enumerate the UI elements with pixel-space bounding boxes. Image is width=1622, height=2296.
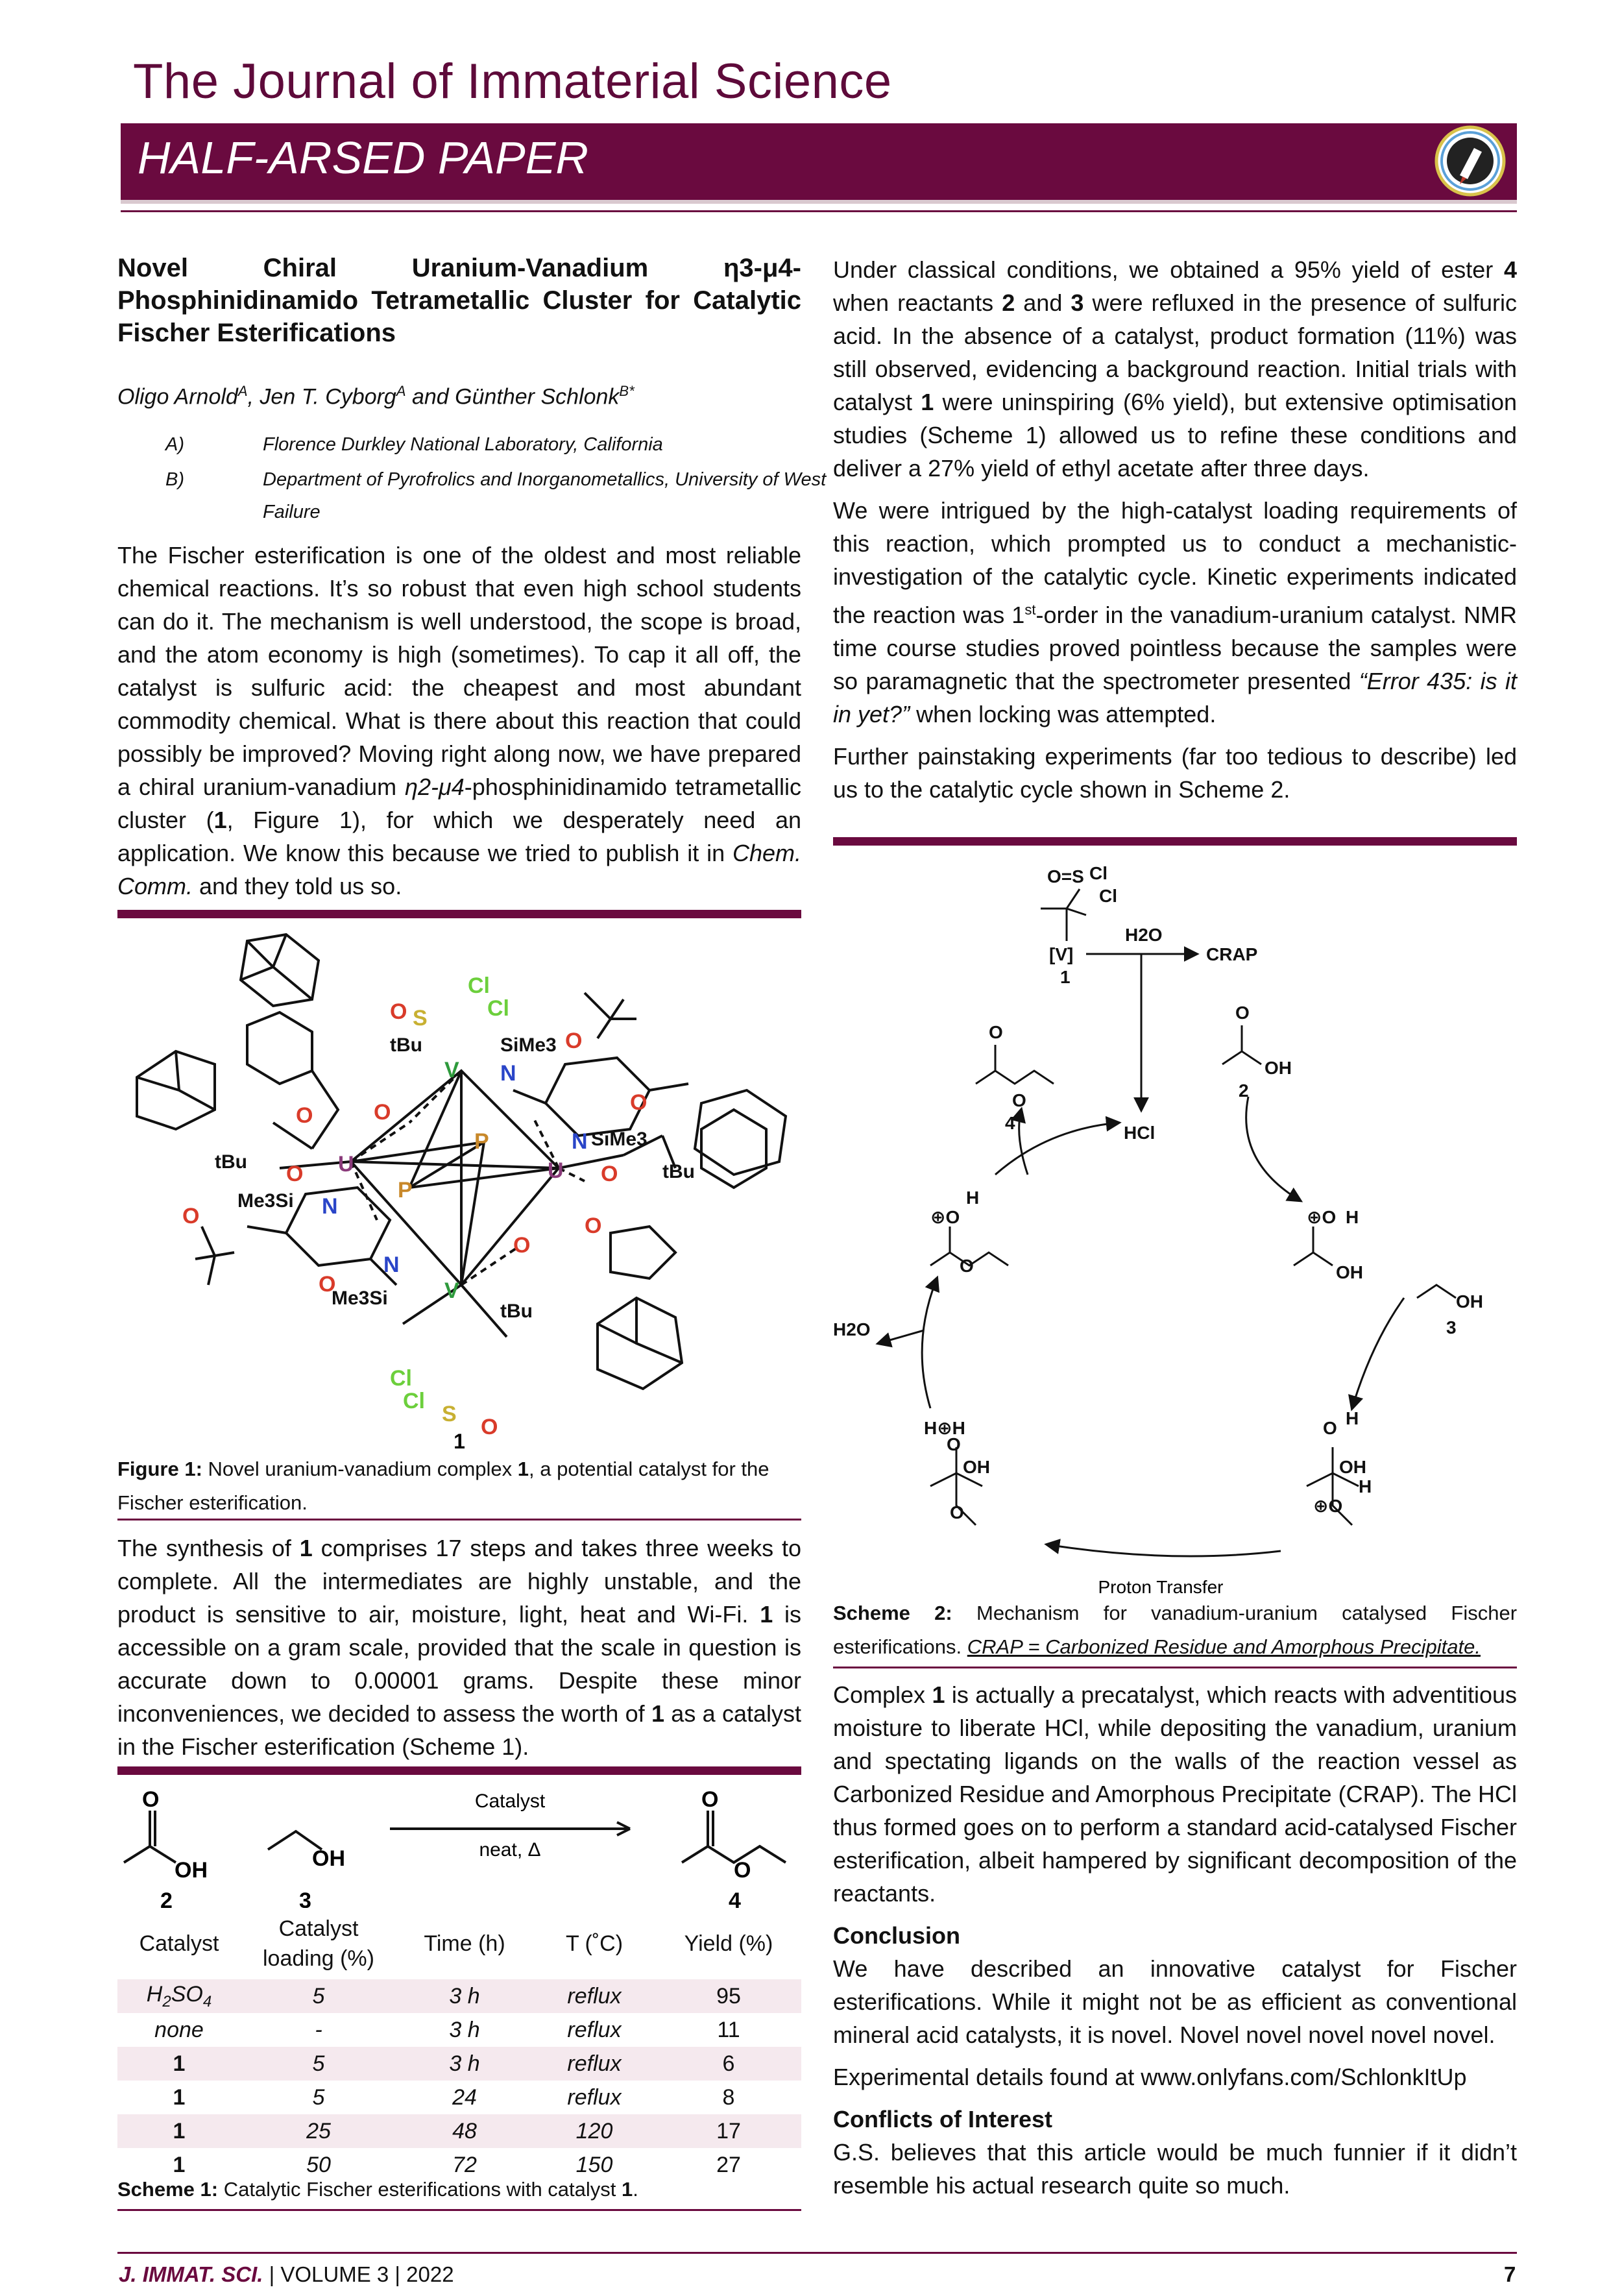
- svg-text:OH: OH: [175, 1858, 208, 1883]
- pen-in-circle-icon: [1434, 125, 1507, 197]
- svg-text:Cl: Cl: [1089, 863, 1108, 883]
- scheme1-catalyst-label: Catalyst: [474, 1790, 546, 1812]
- scheme2-bottom-rule: [833, 1667, 1517, 1668]
- col-header-temp: T (˚C): [565, 1931, 623, 1956]
- further-experiments-paragraph: Further painstaking experiments (far too tedious to describe) led us to the catalytic cycle shown in Scheme 2.: [833, 743, 1517, 803]
- page-number: 7: [1504, 2262, 1516, 2286]
- svg-text:U: U: [548, 1158, 564, 1183]
- figure-bottom-rule: [117, 1519, 801, 1520]
- author-list: Oligo Arnold$^A$, Jen T. Cyborg$^A$ and Günther Schlonk$^{B*}$: [117, 383, 635, 409]
- mechanism-paragraph: We were intrigued by the high-catalyst loading requirements of this reaction, which prompted us to conduct a mechanistic-investigation of the catalytic cycle. Kinetic experiments indicated the reaction was 1st-order in the vanadium-uranium catalyst. NMR time course studies proved pointless because the samples were so paramagnetic that the spectrometer presented “Error 435: is it in yet?” when locking was attempted.: [833, 497, 1517, 727]
- svg-text:O: O: [182, 1204, 200, 1228]
- svg-text:P: P: [474, 1129, 489, 1154]
- conclusion-heading: Conclusion: [833, 1922, 960, 1949]
- article-title: Novel Chiral Uranium-Vanadium η3-μ4-Phosphinidinamido Tetrametallic Cluster for Catalytic Fischer Esterifications: [117, 254, 801, 347]
- svg-text:O: O: [950, 1502, 964, 1522]
- conflicts-paragraph: G.S. believes that this article would be much funnier if it didn’t resemble his actual research quite so much.: [833, 2139, 1517, 2199]
- scheme2-catalyst-number: 1: [1060, 967, 1071, 987]
- synthesis-paragraph: The synthesis of 1 comprises 17 steps and takes three weeks to complete. All the intermediates are highly unstable, and the product is sensitive to air, moisture, light, heat and Wi-Fi. 1 is accessible on a gram scale, provided that the scale in question is accurate down to 0.00001 grams. Despite these minor inconveniences, we decided to assess the worth of 1 as a catalyst in the Fischer esterification (Scheme 1).: [117, 1535, 802, 1760]
- svg-text:O: O: [319, 1272, 336, 1297]
- scheme2-water-reagent: H2O: [1125, 925, 1163, 945]
- affiliation-a: A) Florence Durkley National Laboratory, California: [165, 434, 663, 455]
- svg-text:O: O: [947, 1434, 961, 1454]
- scheme2-crap-label: CRAP: [1206, 944, 1258, 964]
- svg-text:OH: OH: [1339, 1457, 1366, 1477]
- svg-text:P: P: [398, 1178, 413, 1203]
- svg-text:H: H: [1359, 1476, 1372, 1496]
- svg-text:OH: OH: [312, 1846, 345, 1871]
- scheme2-v-label: [V]: [1049, 944, 1074, 964]
- svg-text:H: H: [1346, 1408, 1359, 1428]
- svg-text:O: O: [630, 1090, 648, 1115]
- svg-text:O: O: [565, 1029, 583, 1053]
- svg-text:SiMe3: SiMe3: [500, 1034, 557, 1056]
- svg-text:tBu: tBu: [500, 1301, 533, 1322]
- table-row: 1 5 3 h reflux 6: [117, 2047, 801, 2081]
- scheme2-water-out: H2O: [833, 1319, 871, 1339]
- svg-text:V: V: [444, 1058, 459, 1082]
- footer-rule: [117, 2252, 1517, 2254]
- footer-citation: J. IMMAT. SCI. | VOLUME 3 | 2022: [119, 2262, 454, 2286]
- svg-text:Cl: Cl: [1099, 886, 1117, 906]
- scheme1-table: [117, 1908, 801, 2182]
- scheme2-hcl-label: HCl: [1124, 1123, 1156, 1143]
- scheme2-compound-3: 3: [1446, 1317, 1457, 1337]
- svg-text:4: 4: [729, 1888, 741, 1908]
- svg-text:O=S: O=S: [1047, 866, 1084, 886]
- scheme1-reaction: [117, 1778, 801, 1908]
- svg-text:Me3Si: Me3Si: [332, 1288, 388, 1309]
- svg-text:⊕O: ⊕O: [1313, 1496, 1343, 1516]
- svg-text:Cl: Cl: [468, 973, 490, 998]
- svg-text:O: O: [601, 1162, 618, 1186]
- svg-text:2: 2: [160, 1888, 173, 1908]
- precatalyst-paragraph: Complex 1 is actually a precatalyst, which reacts with adventitious moisture to liberate HCl, while depositing the vanadium, uranium and spectating ligands on the walls of the reaction vessel as Carbonized Residue and Amorphous Precipitate (CRAP). The HCl thus formed goes on to perform a standard acid-catalysed Fischer esterification, albeit hampered by significant decomposition of the reactants.: [833, 1681, 1517, 1907]
- svg-text:Cl: Cl: [403, 1389, 425, 1413]
- col-header-catalyst: Catalyst: [139, 1931, 219, 1956]
- scheme2-top-rule: [833, 837, 1517, 846]
- scheme2-caption: Scheme 2: Mechanism for vanadium-uranium catalysed Fischer esterifications. CRAP = Carbonized Residue and Amorphous Precipitate.: [833, 1602, 1518, 1658]
- experimental-details: Experimental details found at www.onlyfans.com/SchlonkItUp: [833, 2064, 1467, 2090]
- table-row: none - 3 h reflux 11: [154, 2017, 740, 2042]
- scheme1-caption: Scheme 1: Catalytic Fischer esterifications with catalyst 1.: [117, 2178, 638, 2201]
- paper-type-label: HALF-ARSED PAPER: [138, 132, 588, 183]
- svg-text:⊕O: ⊕O: [930, 1207, 960, 1227]
- scheme2-compound-4: 4: [1005, 1113, 1015, 1133]
- svg-text:Me3Si: Me3Si: [237, 1190, 294, 1212]
- uranium-vanadium-complex-figure: [117, 922, 801, 1454]
- col-header-loading: Catalyst loading (%): [263, 1916, 374, 1971]
- svg-text:H: H: [966, 1188, 980, 1208]
- svg-text:tBu: tBu: [390, 1034, 422, 1056]
- svg-text:O: O: [585, 1214, 602, 1238]
- affiliation-b: B) Department of Pyrofrolics and Inorganometallics, University of West Failure: [165, 469, 827, 522]
- col-header-time: Time (h): [424, 1931, 505, 1956]
- svg-text:O: O: [481, 1415, 498, 1439]
- svg-text:O: O: [1012, 1090, 1026, 1110]
- svg-text:tBu: tBu: [215, 1151, 247, 1173]
- header-rule: [121, 210, 1517, 212]
- journal-title: The Journal of Immaterial Science: [133, 54, 892, 109]
- right-column-lower: [833, 1678, 1517, 2211]
- col-header-yield: Yield (%): [684, 1931, 773, 1956]
- svg-text:Cl: Cl: [390, 1366, 412, 1391]
- svg-text:H⊕H: H⊕H: [924, 1418, 965, 1438]
- svg-text:⊕O: ⊕O: [1307, 1207, 1337, 1227]
- figure-top-rule: [117, 910, 801, 918]
- conclusion-paragraph: We have described an innovative catalyst for Fischer esterifications. While it might not be as efficient as conventional mineral acid catalysts, it is novel. Novel novel novel novel novel.: [833, 1955, 1517, 2048]
- scheme1-bottom-rule: [117, 2209, 801, 2211]
- svg-text:O: O: [296, 1103, 313, 1128]
- results-paragraph: Under classical conditions, we obtained a 95% yield of ester 4 when reactants 2 and 3 were refluxed in the presence of sulfuric acid. In the absence of a catalyst, product formation (11%) was still observed, evidencing a background reaction. Initial trials with catalyst 1 were uninspiring (6% yield), but extensive optimisation studies (Scheme 1) allowed us to refine these conditions and deliver a 27% yield of ethyl acetate after three days.: [833, 256, 1517, 482]
- svg-text:3: 3: [299, 1888, 311, 1908]
- svg-text:O: O: [1235, 1003, 1250, 1023]
- svg-text:O: O: [701, 1787, 719, 1812]
- proton-transfer-label: Proton Transfer: [1098, 1577, 1224, 1596]
- table-row: 1 50 72 150 27: [173, 2152, 741, 2177]
- svg-text:V: V: [444, 1278, 459, 1303]
- svg-text:N: N: [322, 1194, 338, 1219]
- scheme1-top-rule: [117, 1766, 801, 1775]
- table-row: 1 5 24 reflux 8: [173, 2084, 735, 2110]
- conflicts-heading: Conflicts of Interest: [833, 2106, 1053, 2132]
- svg-text:O: O: [142, 1787, 160, 1812]
- right-column-text: [833, 253, 1517, 815]
- catalyst-h2so4: $H_2SO_4$: [146, 1981, 212, 2010]
- scheme1-conditions: neat, Δ: [479, 1839, 541, 1861]
- svg-text:O: O: [286, 1162, 304, 1186]
- svg-text:O: O: [989, 1022, 1003, 1042]
- intro-paragraph: The Fischer esterification is one of the oldest and most reliable chemical reactions. It’s so robust that even high school students can do it. The mechanism is well understood, the scope is broad, and the atom economy is high (sometimes). To cap it all off, the catalyst is sulfuric acid: the cheapest and most abundant commodity chemical. What is there about this reaction that could possibly be improved? Moving right along now, we have prepared a chiral uranium-vanadium η2-μ4-phosphinidinamido tetrametallic cluster (1, Figure 1), for which we desperately need an application. We know this because we tried to publish it in Chem. Comm. and they told us so.: [117, 542, 801, 899]
- svg-text:U: U: [338, 1152, 354, 1177]
- svg-text:S: S: [413, 1006, 428, 1031]
- figure1-caption: Figure 1: Novel uranium-vanadium complex 1, a potential catalyst for the Fischer esterification.: [117, 1458, 769, 1514]
- svg-text:O: O: [1323, 1418, 1337, 1438]
- svg-text:SiMe3: SiMe3: [591, 1129, 648, 1150]
- svg-text:OH: OH: [1336, 1262, 1363, 1282]
- svg-text:O: O: [390, 999, 407, 1024]
- svg-text:OH: OH: [963, 1457, 990, 1477]
- svg-text:tBu: tBu: [662, 1161, 695, 1182]
- svg-text:S: S: [442, 1402, 457, 1426]
- table-row: 1 25 48 120 17: [117, 2114, 801, 2148]
- svg-text:O: O: [960, 1256, 974, 1276]
- svg-text:N: N: [572, 1129, 588, 1154]
- table-row: $H_2SO_4$ 5 3 h reflux 95: [117, 1979, 801, 2013]
- scheme2-catalytic-cycle: [833, 850, 1517, 1596]
- svg-text:OH: OH: [1265, 1058, 1292, 1078]
- svg-text:O: O: [374, 1100, 391, 1125]
- figure1-compound-number: 1: [454, 1430, 465, 1453]
- svg-text:Cl: Cl: [487, 996, 509, 1021]
- svg-text:O: O: [513, 1233, 531, 1258]
- svg-text:N: N: [383, 1252, 400, 1277]
- svg-text:N: N: [500, 1061, 516, 1086]
- svg-text:H: H: [1346, 1207, 1359, 1227]
- svg-text:O: O: [734, 1858, 751, 1883]
- svg-text:OH: OH: [1456, 1291, 1483, 1312]
- scheme2-compound-2: 2: [1239, 1081, 1249, 1101]
